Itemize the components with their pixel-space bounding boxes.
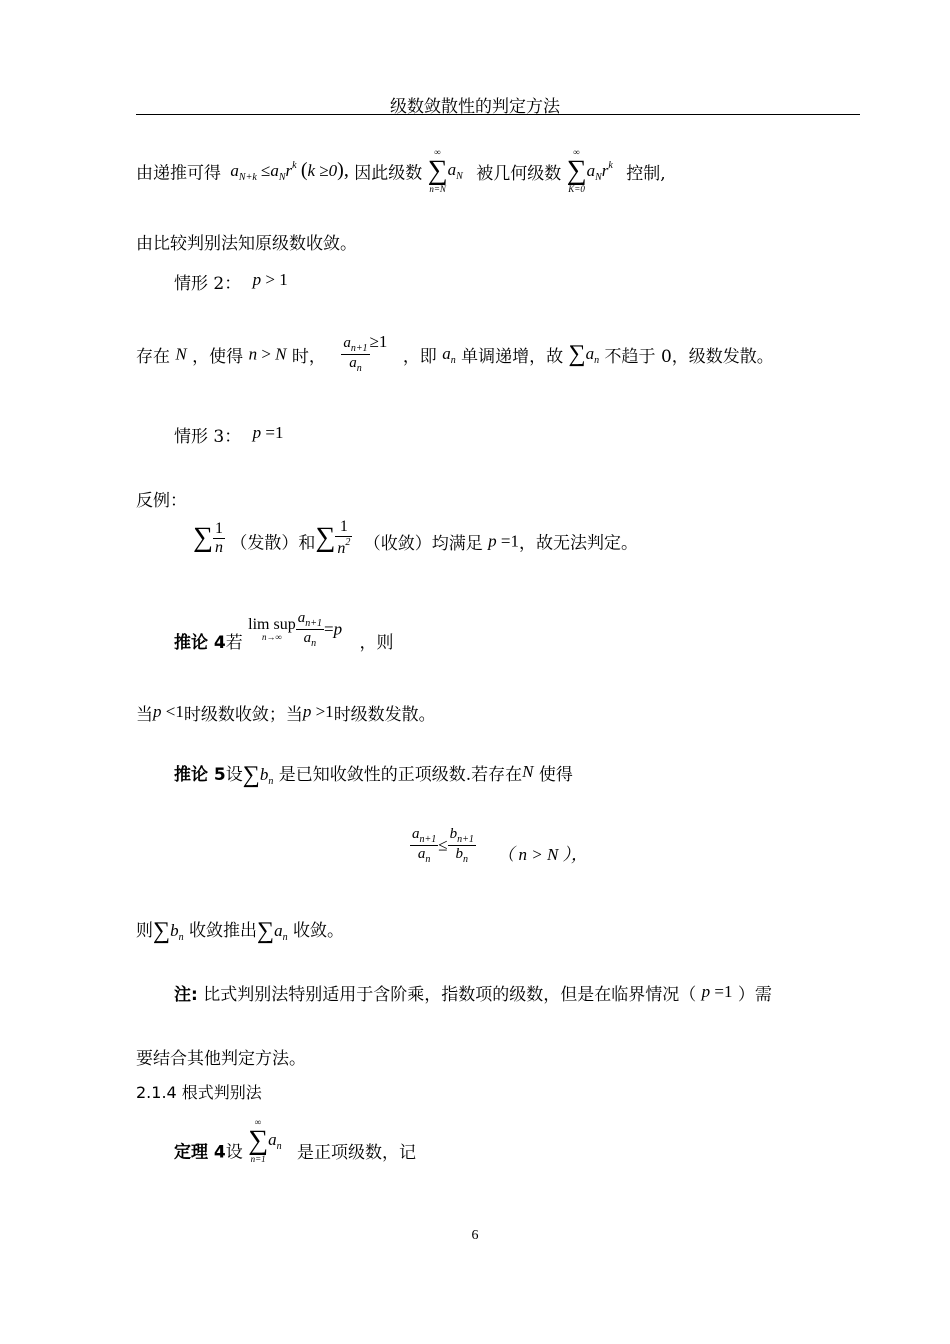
note: 注: 比式判别法特别适用于含阶乘，指数项的级数，但是在临界情况（ p =1 ）需: [174, 982, 772, 1005]
formula-bound: $a_{N+k} \le a_Nr^k$ (k ≥0),: [230, 159, 349, 183]
case-3: 情形 3： p =1: [174, 423, 284, 447]
paragraph-recursion: 由递推可得 $a_{N+k} \le a_Nr^k$ (k ≥0), 因此级数 ∞ ∑ n=N $a_N$ 被几何级数 ∞ ∑ K=0 $a_Nr^k$ 控制,: [136, 147, 666, 194]
header-rule: [136, 114, 860, 115]
paragraph-divergence: 存在 N ，使得 n > N 时， $\frac{a_{n+1}}{a_n}$ ≥1 ，即 $a_n$ 单调递增，故 $\sum a_n$ 不趋于 0，级数发散。: [136, 332, 774, 374]
note-continuation: 要结合其他判定方法。: [136, 1049, 306, 1069]
ratio-fraction: $\frac{a_{n+1}}{a_n}$: [343, 335, 368, 374]
corollary-4-conclusion: 当p <1时级数收敛；当p >1时级数发散。: [136, 702, 436, 725]
theorem-4: 定理 4设 ∞ ∑ n=1 $a_n$ 是正项级数，记: [174, 1117, 417, 1164]
page-number: 6: [471, 1228, 479, 1243]
counterexample-series: ∑ $\frac{1}{n}$ （发散）和∑ $\frac{1}{n^2}$ （收敛）均满足 p =1，故无法判定。: [193, 518, 638, 557]
sum-symbol-n-N: ∞ ∑ n=N: [427, 147, 448, 194]
ratio-inequality: $\frac{a_{n+1}}{a_n}$ ≤ $\frac{b_{n+1}}{b_n}$ （ n > N ），: [412, 826, 589, 865]
corollary-5: 推论 5设$\sum b_n$ 是已知收敛性的正项级数.若存在N 使得: [174, 762, 573, 788]
section-heading: 2.1.4 根式判别法: [136, 1083, 262, 1102]
counterexample-label: 反例：: [136, 491, 187, 511]
paragraph-implication: 则$\sum b_n$ 收敛推出$\sum a_n$ 收敛。: [136, 918, 345, 944]
sum-symbol-k-0: ∞ ∑ K=0: [566, 147, 587, 194]
paragraph-comparison: 由比较判别法知原级数收敛。: [136, 234, 357, 254]
case-2: 情形 2： p > 1: [174, 270, 288, 294]
sum-symbol-n-1: ∞ ∑ n=1: [248, 1117, 269, 1164]
page-header: 级数敛散性的判定方法: [390, 97, 560, 117]
corollary-4: 推论 4若 lim sup n→∞ $\frac{a_{n+1}}{a_n}$ =p ，则: [174, 610, 394, 653]
